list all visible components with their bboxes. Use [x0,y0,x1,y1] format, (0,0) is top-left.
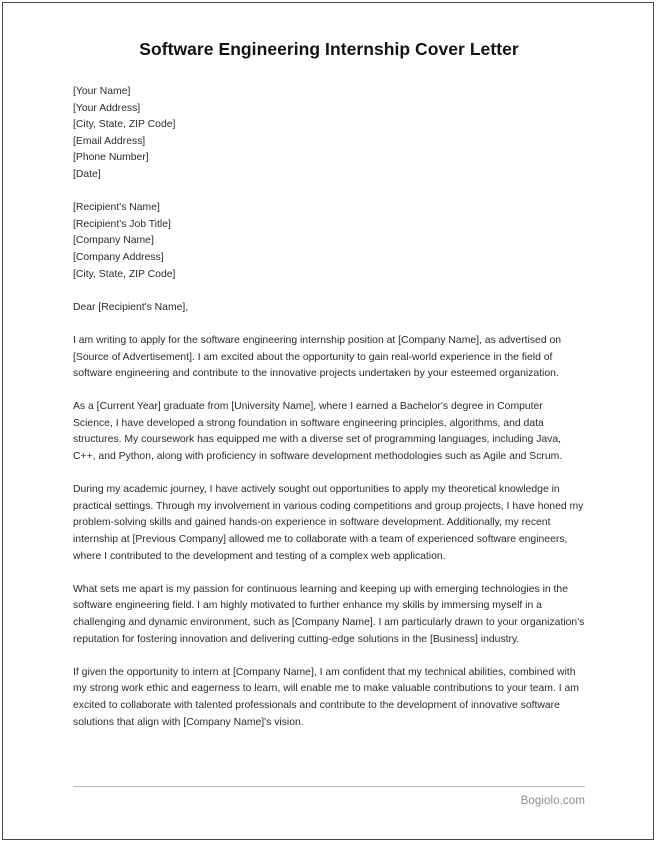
document-body [73,3,585,731]
body-paragraph-3: During my academic journey, I have actively sought out opportunities to apply my theoretical knowledge in practical settings. Through my involvement in various coding competitions and group projects, I have honed my problem-solving skills and gained hands-on experience in software development. Additionally, my recent internship at [Previous Company] allowed me to collaborate with a team of experienced software engineers, where I contributed to the development and testing of a complex web application. [73,484,584,562]
recipient-line-name: [Recipient's Name] [73,202,160,214]
salutation: Dear [Recipient's Name], [73,301,189,313]
recipient-address-block [73,184,585,284]
page-footer [73,786,585,807]
sender-line-city: [City, State, ZIP Code] [73,119,176,131]
body-paragraph-4: What sets me apart is my passion for continuous learning and keeping up with emerging technologies in the software engineering field. I am highly motivated to further enhance my skills by immersing myself in a challenging and dynamic environment, such as [Company Name]. I am particularly drawn to your organization's reputation for fostering innovation and delivering cutting-edge solutions in the [Business] industry. [73,583,585,645]
body-paragraph-5: If given the opportunity to intern at [Company Name], I am confident that my technical abilities, combined with my strong work ethic and eagerness to learn, will enable me to make valuable contributions to your team. I am excited to collaborate with talented professionals and contribute to the development of innovative software solutions that align with [Company Name]'s vision. [73,666,579,728]
recipient-line-address: [Company Address] [73,251,164,263]
footer-watermark: Bogiolo.com [520,795,585,807]
sender-line-address: [Your Address] [73,102,141,114]
recipient-line-company: [Company Name] [73,235,154,247]
recipient-line-jobtitle: [Recipient's Job Title] [73,218,171,230]
sender-address-block [73,60,585,184]
sender-line-name: [Your Name] [73,86,131,97]
sender-line-email: [Email Address] [73,135,146,147]
sender-line-date: [Date] [73,168,101,180]
page-title: Software Engineering Internship Cover Letter [139,39,519,59]
body-paragraph-1: I am writing to apply for the software engineering internship position at [Company Name], as advertised on [Source of Advertisement]. I am excited about the opportunity to gain real-world experience in the field of software engineering and contribute to the innovative projects undertaken by your esteemed organization. [73,334,562,380]
sender-line-phone: [Phone Number] [73,152,149,164]
document-page [2,2,654,840]
body-paragraph-2: As a [Current Year] graduate from [University Name], where I earned a Bachelor's degree in Computer Science, I have developed a strong foundation in software engineering principles, algorithms, and data structures. My coursework has equipped me with a diverse set of programming languages, including Java, C++, and Python, along with proficiency in software development methodologies such as Agile and Scrum. [73,401,563,463]
recipient-line-city: [City, State, ZIP Code] [73,268,176,280]
